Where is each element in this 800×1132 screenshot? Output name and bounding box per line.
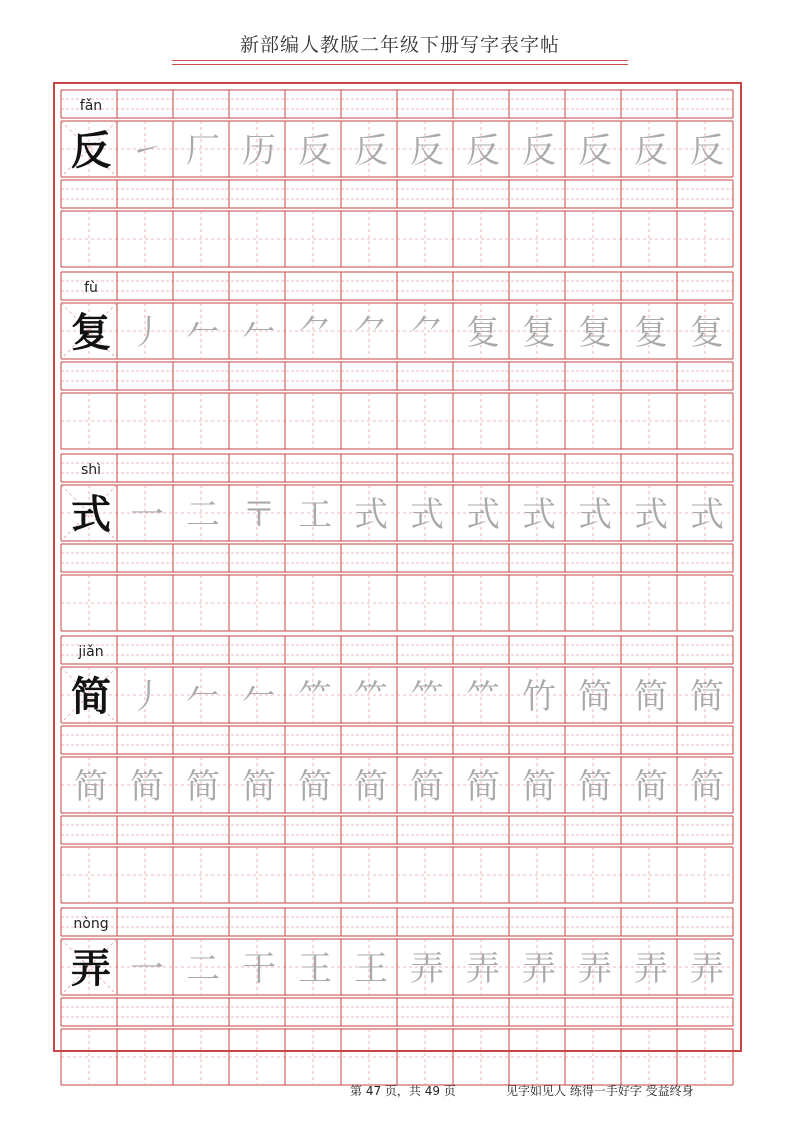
stroke-order-trace: 式 (410, 495, 444, 535)
stroke-order-trace: 式 (634, 495, 668, 535)
stroke-order-trace: 〒 (242, 495, 276, 535)
pinyin-label: nòng (73, 916, 109, 932)
stroke-order-trace: ⺮ (466, 677, 500, 717)
stroke-order-trace: 竹 (522, 677, 556, 717)
tianzige-grid (53, 82, 742, 1052)
stroke-order-trace: 式 (354, 495, 388, 535)
page-number: 第 47 页，共 49 页 (350, 1084, 456, 1098)
stroke-order-trace: 反 (522, 131, 556, 171)
stroke-order-trace: 𠂉 (186, 313, 220, 353)
tracing-character: 简 (130, 767, 164, 807)
stroke-order-trace: 干 (242, 949, 276, 989)
stroke-order-trace: 简 (634, 677, 668, 717)
stroke-order-trace: 王 (354, 949, 388, 989)
stroke-order-trace: 𠂉 (186, 677, 220, 717)
stroke-order-trace: 反 (354, 131, 388, 171)
pinyin-label: fù (84, 280, 98, 296)
stroke-order-trace: 丿 (130, 677, 164, 717)
stroke-order-trace: 一 (130, 949, 164, 989)
practice-sheet (53, 82, 742, 1052)
stroke-order-trace: 复 (522, 313, 556, 353)
stroke-order-trace: 式 (690, 495, 724, 535)
tracing-character: 简 (410, 767, 444, 807)
model-character: 式 (71, 491, 111, 538)
stroke-order-trace: ⺮ (410, 677, 444, 717)
tracing-character: 简 (578, 767, 612, 807)
pinyin-label: fǎn (79, 98, 103, 114)
stroke-order-trace: ㇀ (130, 131, 164, 171)
stroke-order-trace: 王 (298, 949, 332, 989)
tracing-character: 简 (634, 767, 668, 807)
pinyin-label: jiǎn (78, 644, 104, 660)
tracing-character: 简 (298, 767, 332, 807)
stroke-order-trace: 反 (578, 131, 612, 171)
stroke-order-trace: 式 (522, 495, 556, 535)
stroke-order-trace: 反 (298, 131, 332, 171)
stroke-order-trace: 反 (410, 131, 444, 171)
stroke-order-trace: 复 (578, 313, 612, 353)
stroke-order-trace: 历 (242, 131, 276, 171)
stroke-order-trace: 反 (634, 131, 668, 171)
tracing-character: 简 (522, 767, 556, 807)
footer-motto: 见字如见人 练得一手好字 受益终身 (506, 1084, 694, 1098)
stroke-order-trace: 式 (466, 495, 500, 535)
model-character: 反 (71, 127, 111, 174)
stroke-order-trace: 反 (690, 131, 724, 171)
stroke-order-trace: 厂 (186, 131, 220, 171)
stroke-order-trace: ⺈ (354, 313, 388, 353)
stroke-order-trace: 二 (186, 495, 220, 535)
stroke-order-trace: 弄 (522, 949, 556, 989)
stroke-order-trace: 弄 (690, 949, 724, 989)
tracing-character: 简 (690, 767, 724, 807)
tracing-character: 简 (242, 767, 276, 807)
stroke-order-trace: 弄 (410, 949, 444, 989)
stroke-order-trace: 工 (298, 495, 332, 535)
stroke-order-trace: ⺮ (298, 677, 332, 717)
stroke-order-trace: 二 (186, 949, 220, 989)
stroke-order-trace: 简 (690, 677, 724, 717)
stroke-order-trace: 简 (578, 677, 612, 717)
stroke-order-trace: 丿 (130, 313, 164, 353)
pinyin-label: shì (80, 462, 102, 478)
stroke-order-trace: 式 (578, 495, 612, 535)
stroke-order-trace: 一 (130, 495, 164, 535)
model-character: 简 (71, 673, 111, 720)
tracing-character: 简 (354, 767, 388, 807)
stroke-order-trace: ⺈ (298, 313, 332, 353)
stroke-order-trace: 弄 (634, 949, 668, 989)
tracing-character: 简 (186, 767, 220, 807)
model-character: 复 (71, 309, 111, 356)
stroke-order-trace: ⺮ (354, 677, 388, 717)
stroke-order-trace: 复 (690, 313, 724, 353)
tracing-character: 简 (466, 767, 500, 807)
stroke-order-trace: ⺈ (410, 313, 444, 353)
model-character: 弄 (71, 945, 111, 992)
stroke-order-trace: 复 (634, 313, 668, 353)
page-title: 新部编人教版二年级下册写字表字帖 (239, 34, 560, 56)
stroke-order-trace: 弄 (578, 949, 612, 989)
stroke-order-trace: 反 (466, 131, 500, 171)
stroke-order-trace: 弄 (466, 949, 500, 989)
stroke-order-trace: 𠂉 (242, 677, 276, 717)
stroke-order-trace: 𠂉 (242, 313, 276, 353)
title-underline-top (172, 60, 628, 61)
stroke-order-trace: 复 (466, 313, 500, 353)
tracing-character: 简 (74, 767, 108, 807)
title-underline-bottom (172, 64, 628, 65)
